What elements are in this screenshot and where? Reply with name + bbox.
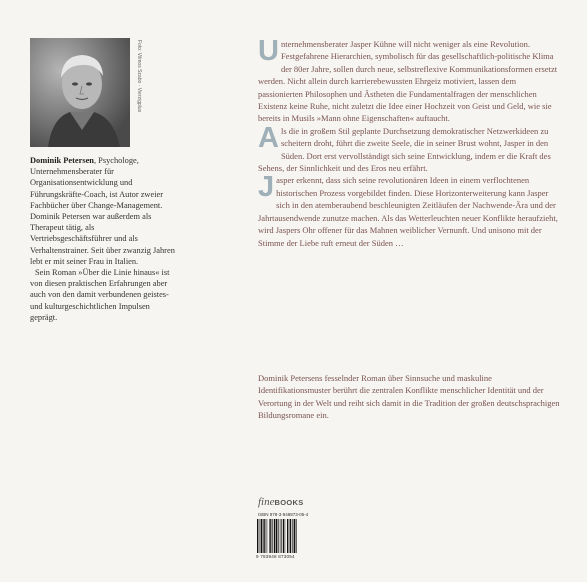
blurb-paragraph-1 [258, 35, 563, 125]
summary-paragraph: Dominik Petersens fesselnder Roman über Sinnsuche und maskuline Identifikationsmuster berührt die zentralen Konflikte menschlicher Identität und der Verortung in der Welt und reiht sich damit in die Tradition der großen deutschsprachigen Bildungsromane ein. [258, 373, 560, 421]
isbn-label: ISBN 978-3-948873-05-4 [258, 512, 309, 517]
blurb-paragraph-3 [258, 171, 563, 248]
bio-paragraph-1-text: , Psychologe, Unternehmensberater für Organisationsentwicklung und Führungskräfte-Coach, ist Autor zweier Fachbücher über Change-Management. Dominik Petersen war außerdem als Therapeut tätig, als Vertriebsgeschäftsführer und als Verhaltenstrainer. Seit über zwanzig Jahren lebt er mit seiner Frau in Italien. [30, 156, 175, 266]
photo-credit: Foto: Vilmos Szabo · Vierzigplus [136, 40, 142, 113]
blurb-paragraph-2 [258, 121, 563, 175]
author-photo [30, 38, 130, 147]
barcode-digits: 9 783948 873054 [256, 554, 295, 559]
drop-cap-a: A [258, 121, 279, 154]
blurb-paragraph-2-text: ls die in großem Stil geplante Durchsetzung demokratischer Netzwerkideen zu scheitern droht, führt die zweite Seele, die in seiner Brust wohnt, Jasper in den Süden. Dort erst vervollständigt sich seine Entwicklung, indem er die Kraft des Sehens, der Sinnlichkeit und des Eros neu erfährt. [258, 125, 551, 174]
author-bio [30, 155, 176, 323]
publisher-logo [258, 496, 304, 508]
publisher-logo-prefix: fine [258, 496, 275, 508]
blurb-paragraph-1-text: nternehmensberater Jasper Kühne will nicht weniger als eine Revolution. Festgefahrene Hierarchien, symbolisch für das gesellschaftlich-politische Klima der 80er Jahre, sollen durch neue, selbstreflexive Kommunikationsformen ersetzt werden. Nicht allein durch karrierebewussten Ehrgeiz motiviert, lassen dem passionierten Philosophen und Ästheten die Fundamentalfragen der menschlichen Existenz keine Ruhe, nicht zuletzt die Idee einer Hochzeit von Geist und Geld, wie sie bereits in Musils »Mann ohne Eigenschaften« auftaucht. [258, 39, 558, 124]
blurb [258, 35, 563, 249]
drop-cap-u: U [258, 35, 279, 67]
bio-paragraph-1 [30, 155, 176, 267]
barcode [256, 519, 312, 553]
blurb-paragraph-3-text: asper erkennt, dass sich seine revolutionären Ideen in einem verflochtenen historischen Prozess vorgebildet finden. Diese Horizonterweiterung kann Jasper sich in den atemberaubend beschleunigten Zeitläufen der Nachwende-Ära und der Jahrtausendwende zunutze machen. Als das Wetterleuchten neuer Konflikte heraufzieht, wird Jaspers Ohr offener für das Mahnen weiblicher Vernunft. Und unisono mit der Stimme der Liebe ruft erneut der Süden … [258, 175, 558, 248]
author-name: Dominik Petersen [30, 156, 94, 165]
publisher-logo-suffix: BOOKS [274, 498, 304, 507]
drop-cap-j: J [258, 171, 275, 204]
bio-paragraph-2: Sein Roman »Über die Linie hinaus« ist von diesen praktischen Erfahrungen aber auch von den damit verbundenen geistes- und kulturgeschichtlichen Impulsen geprägt. [30, 268, 170, 322]
